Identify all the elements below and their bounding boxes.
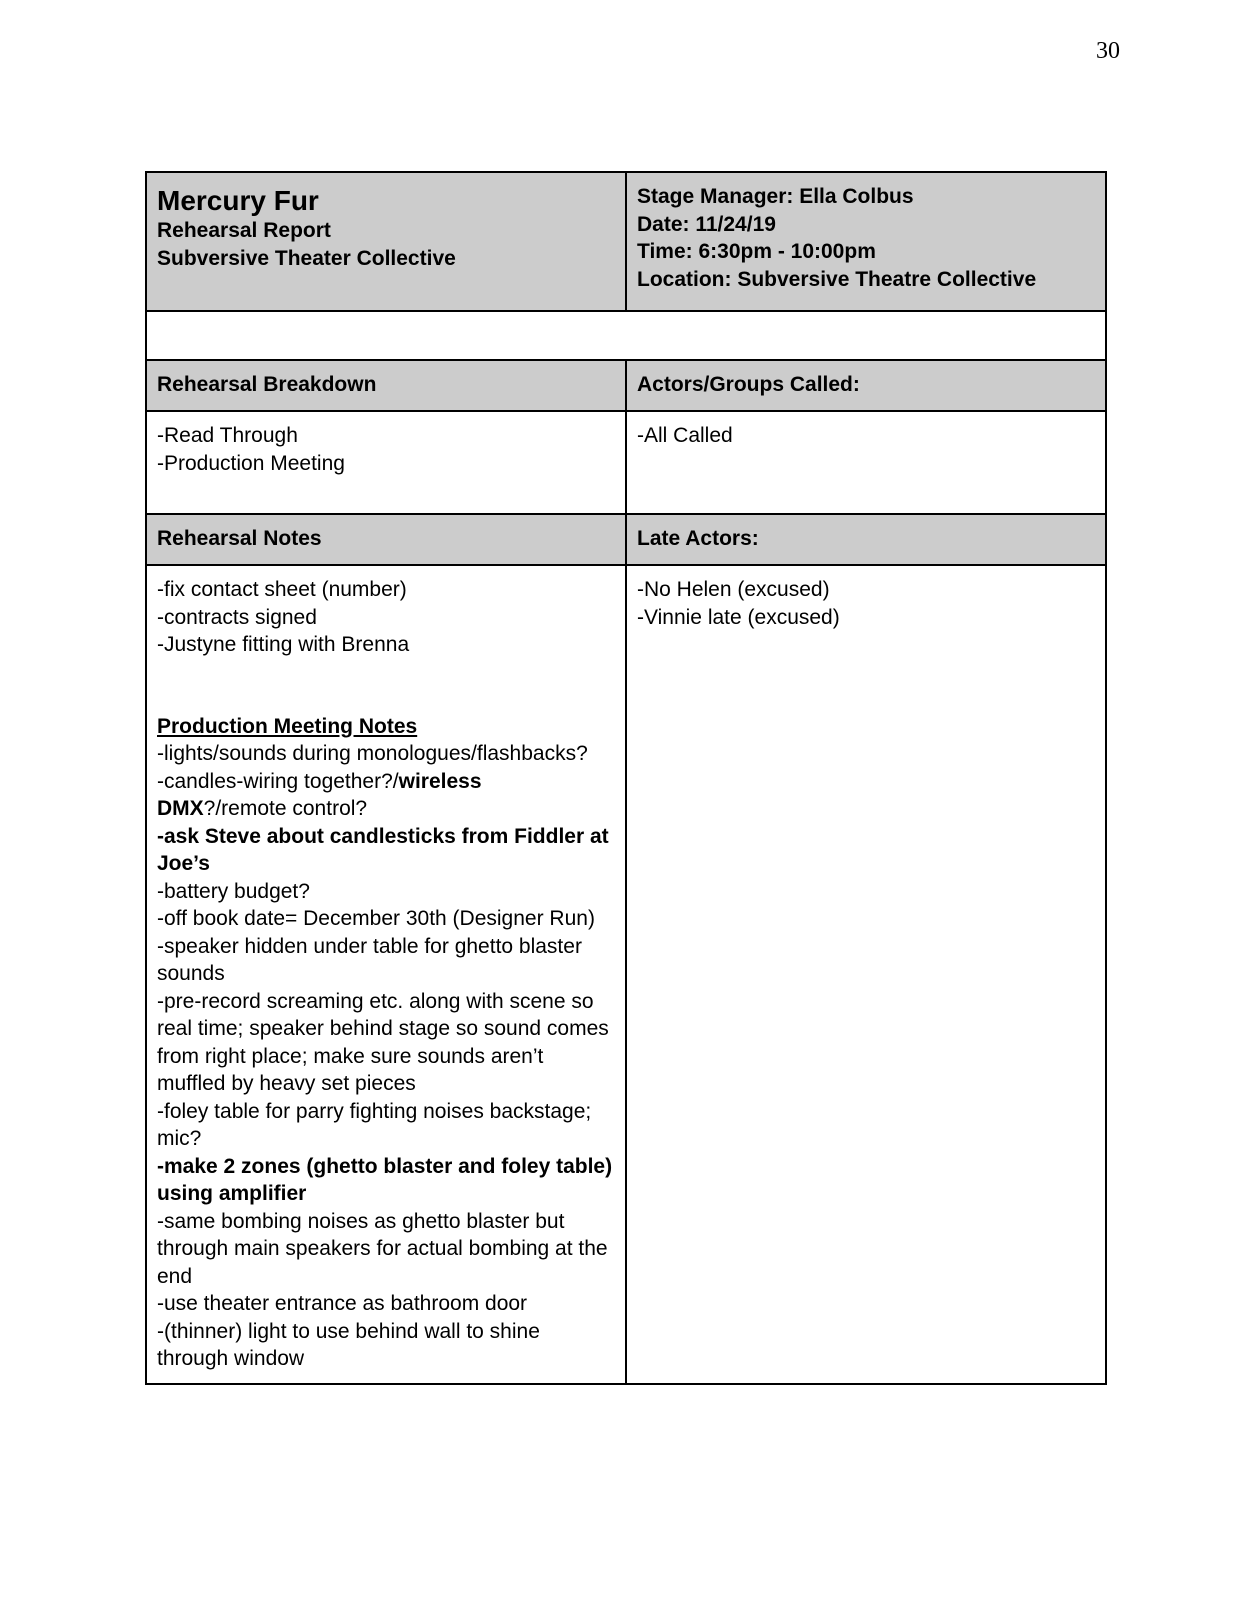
- list-item: -Production Meeting: [157, 451, 345, 475]
- list-item: -Justyne fitting with Brenna: [157, 633, 410, 656]
- list-item: -pre-record screaming etc. along with scene so real time; speaker behind stage so sound comes from right place; make sure sounds aren’t muffled by heavy set pieces: [157, 989, 609, 1095]
- actors-called-heading: Actors/Groups Called:: [626, 360, 1106, 411]
- list-item: -No Helen (excused): [637, 578, 830, 601]
- list-item: -Read Through: [157, 424, 298, 447]
- list-item: -battery budget?: [157, 879, 310, 903]
- production-meeting-heading: Production Meeting Notes: [157, 714, 418, 738]
- notes-content-row: [146, 565, 1106, 1384]
- rehearsal-breakdown-list: [146, 411, 626, 514]
- report-location: Location: Subversive Theatre Collective: [637, 267, 1037, 291]
- list-item: -foley table for parry fighting noises backstage; mic?: [157, 1099, 592, 1150]
- list-item: -All Called: [637, 424, 733, 447]
- report-type: Rehearsal Report: [157, 219, 331, 242]
- spacer-row: [146, 311, 1106, 360]
- list-item: -make 2 zones (ghetto blaster and foley table) using amplifier: [157, 1154, 613, 1205]
- meeting-info-cell: [626, 172, 1106, 311]
- list-item: -candles-wiring together?/wireless DMX?/remote control?: [157, 769, 482, 820]
- report-time: Time: 6:30pm - 10:00pm: [637, 240, 876, 263]
- list-item: -lights/sounds during monologues/flashbacks?: [157, 742, 588, 765]
- breakdown-content-row: [146, 411, 1106, 514]
- list-item: -same bombing noises as ghetto blaster but through main speakers for actual bombing at the end: [157, 1209, 608, 1288]
- list-item: -Vinnie late (excused): [637, 605, 840, 629]
- list-item: -off book date= December 30th (Designer Run): [157, 907, 595, 930]
- list-item: -speaker hidden under table for ghetto blaster sounds: [157, 934, 582, 985]
- breakdown-heading-row: [146, 360, 1106, 411]
- page-number: 30: [1096, 38, 1120, 64]
- show-title: Mercury Fur: [157, 185, 319, 216]
- list-item: -ask Steve about candlesticks from Fiddler at Joe’s: [157, 824, 609, 875]
- late-actors-cell: [626, 565, 1106, 1384]
- list-item: -use theater entrance as bathroom door: [157, 1292, 528, 1315]
- rehearsal-notes-heading: Rehearsal Notes: [146, 514, 626, 565]
- notes-heading-row: [146, 514, 1106, 565]
- rehearsal-report-table: [145, 171, 1107, 1385]
- show-info-cell: [146, 172, 626, 311]
- actors-called-list: [626, 411, 1106, 514]
- report-date: Date: 11/24/19: [637, 212, 776, 236]
- list-item: -fix contact sheet (number): [157, 578, 407, 601]
- list-item: -(thinner) light to use behind wall to shine through window: [157, 1319, 540, 1370]
- late-actors-heading: Late Actors:: [626, 514, 1106, 565]
- report-header-row: [146, 172, 1106, 311]
- rehearsal-notes-cell: [146, 565, 626, 1384]
- stage-manager: Stage Manager: Ella Colbus: [637, 185, 914, 208]
- rehearsal-breakdown-heading: Rehearsal Breakdown: [146, 360, 626, 411]
- list-item: -contracts signed: [157, 605, 317, 629]
- company-name: Subversive Theater Collective: [157, 246, 456, 270]
- spacer-cell: [146, 311, 1106, 360]
